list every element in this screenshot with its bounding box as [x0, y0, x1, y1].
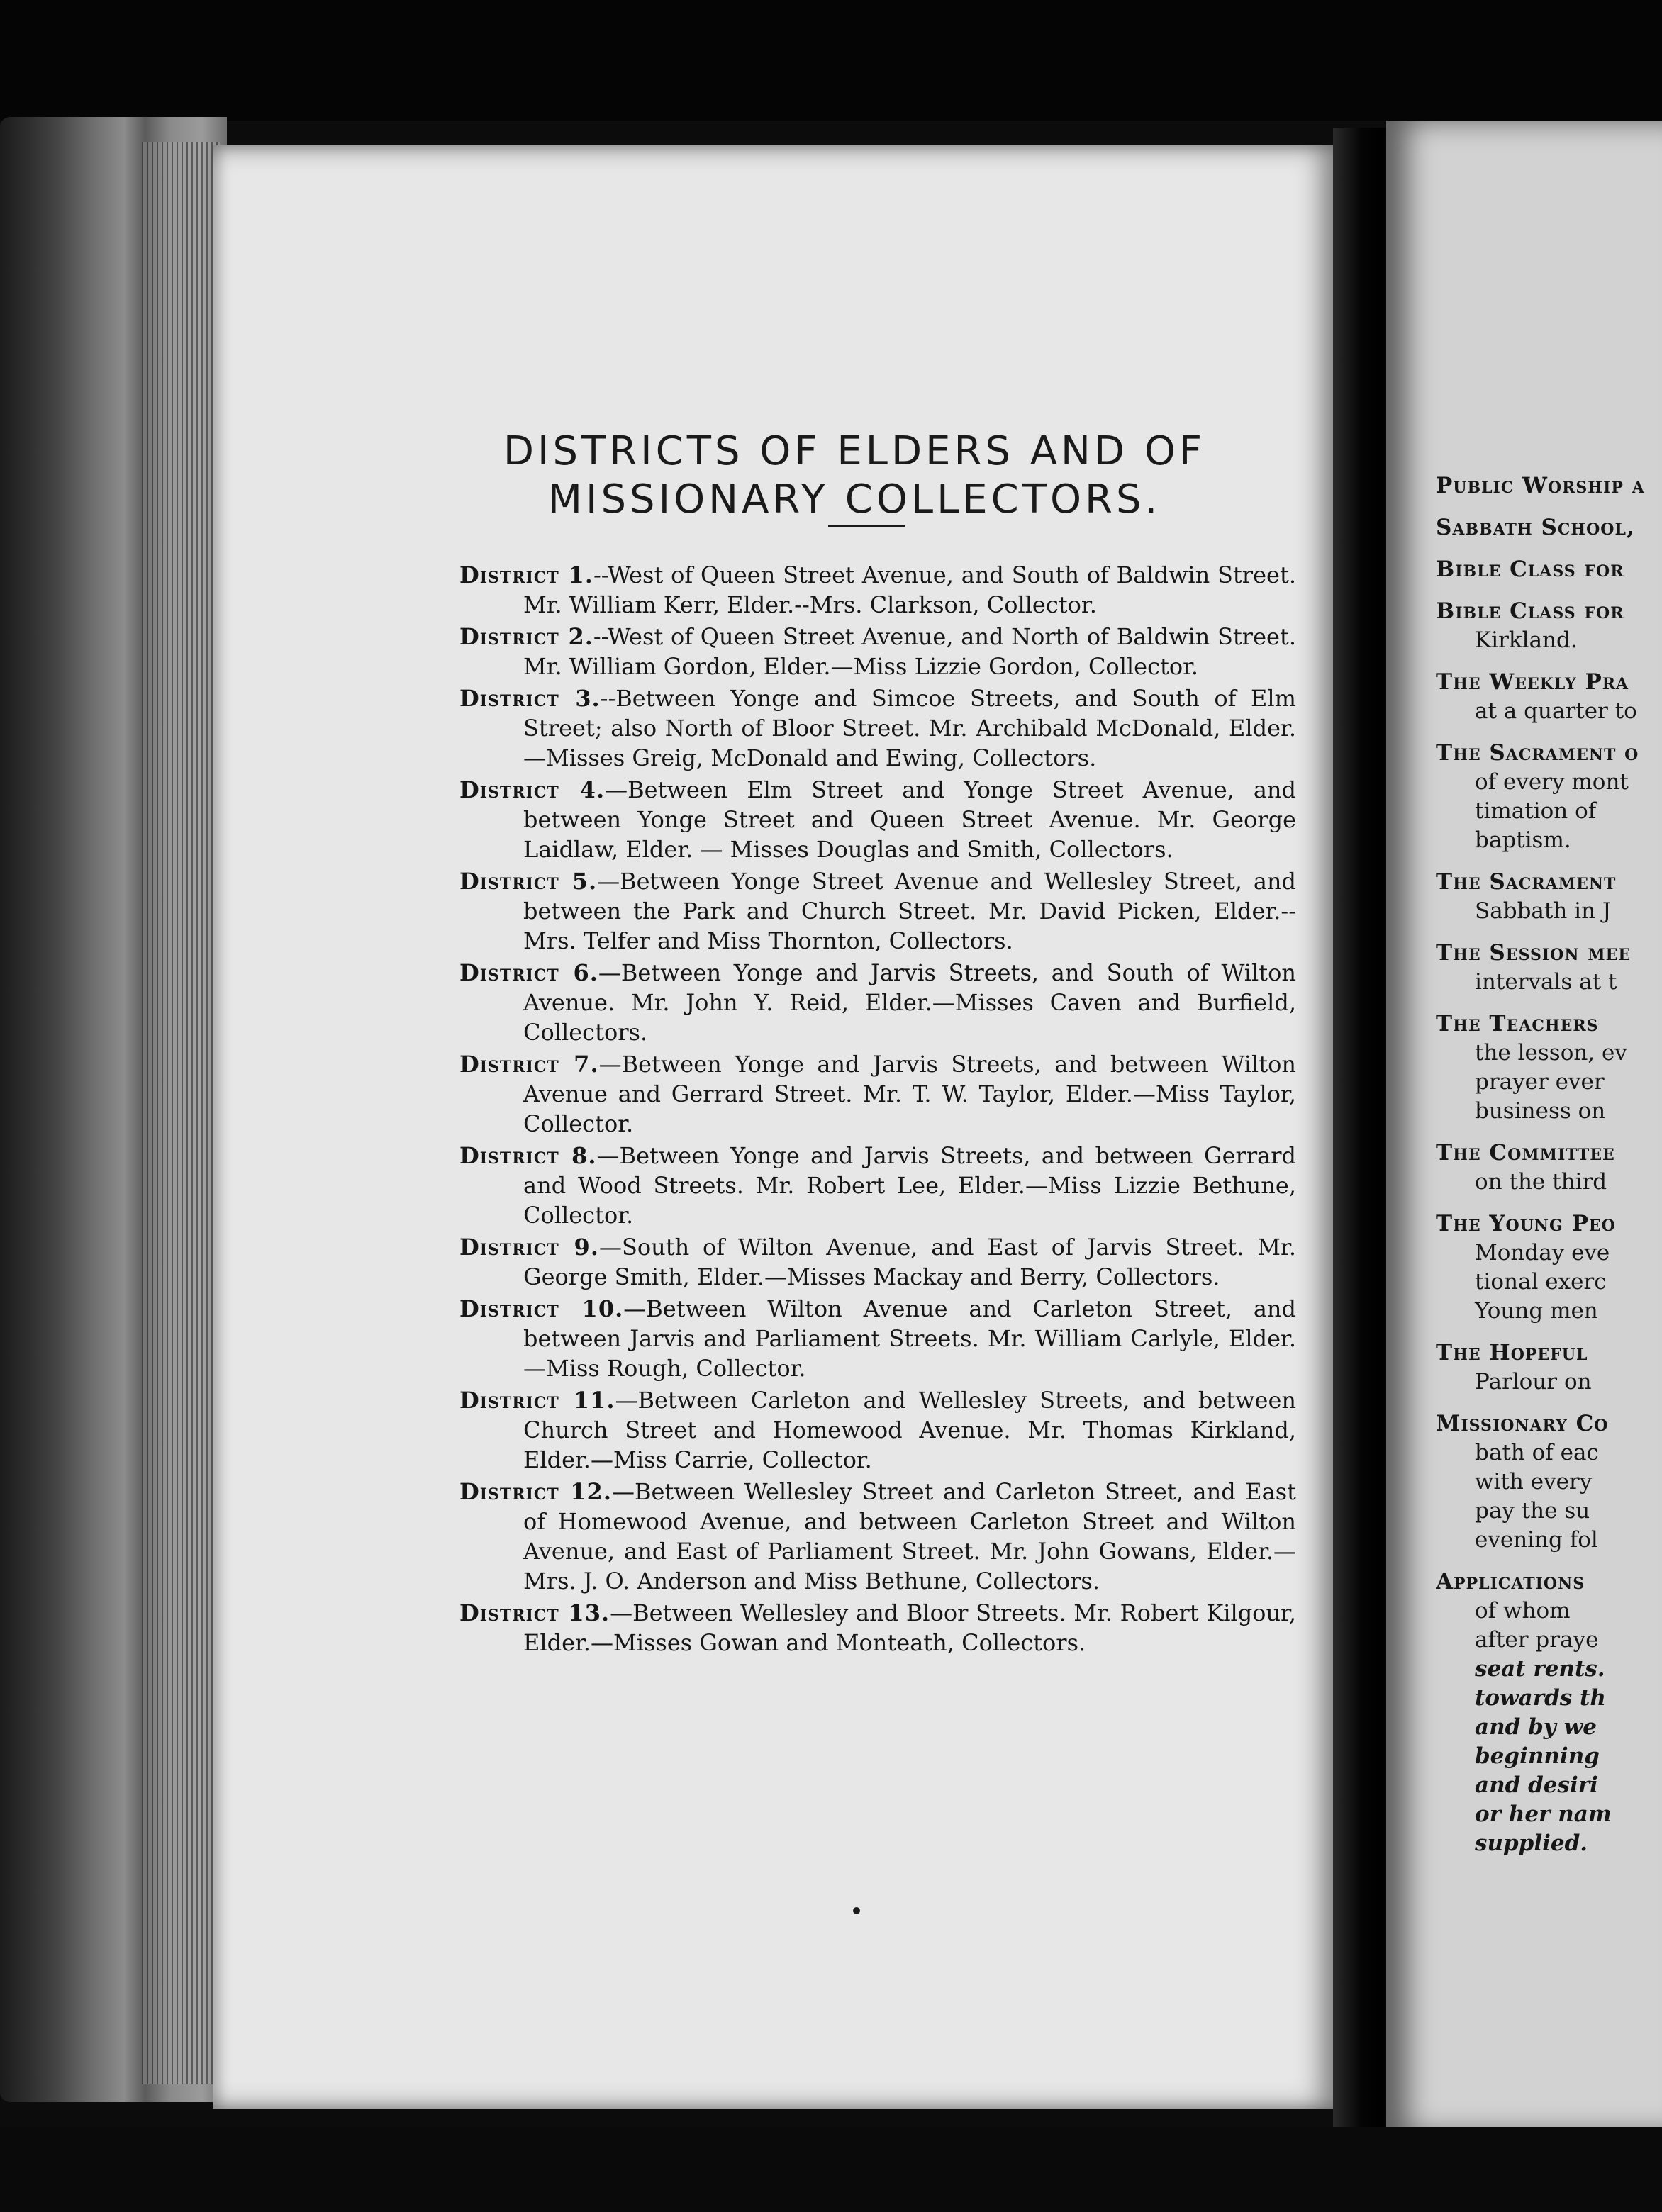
background-top: [0, 0, 1662, 121]
right-page-entry: [1436, 1409, 1662, 1555]
right-page-heading: Bible Class for: [1436, 557, 1624, 582]
right-page-heading: The Sacrament: [1436, 869, 1617, 895]
right-page-line: Sabbath in J: [1475, 898, 1612, 924]
district-entry: [459, 958, 1296, 1047]
title-divider: [828, 525, 905, 527]
district-entry: [459, 1385, 1296, 1475]
district-entry: [459, 683, 1296, 773]
right-page-line: of every mont: [1475, 769, 1629, 795]
right-page-heading: Bible Class for: [1436, 598, 1624, 624]
right-page-heading: The Young Peo: [1436, 1211, 1616, 1236]
right-page-line: with every: [1475, 1469, 1593, 1495]
right-page-italic-line: or her nam: [1475, 1802, 1612, 1827]
district-text: —Between Yonge Street Avenue and Wellesley Street, and between the Park and Church Street. Mr. David Picken, Elder.--Mrs. Telfer and Miss Thornton, Collectors.: [523, 868, 1297, 954]
district-label: District 9.: [459, 1234, 599, 1261]
right-page-entry: [1436, 939, 1662, 997]
right-page-line: Young men: [1475, 1298, 1598, 1324]
right-page-entry: [1436, 597, 1662, 655]
right-page-line: timation of: [1475, 798, 1597, 824]
right-page-line: bath of eac: [1475, 1440, 1599, 1465]
district-entry: [459, 560, 1296, 620]
district-text: --West of Queen Street Avenue, and South of Baldwin Street. Mr. William Kerr, Elder.--Mrs. Clarkson, Collector.: [523, 562, 1296, 618]
right-page-entry: [1436, 1010, 1662, 1126]
page-title-line-1: DISTRICTS OF ELDERS AND OF: [503, 428, 1206, 474]
district-label: District 8.: [459, 1142, 597, 1169]
district-text: --Between Yonge and Simcoe Streets, and South of Elm Street; also North of Bloor Street. Mr. Archibald McDonald, Elder.—Misses Greig, McDonald and Ewing, Collectors.: [523, 685, 1296, 771]
right-page-line: Parlour on: [1475, 1369, 1592, 1395]
district-entry: [459, 1141, 1296, 1230]
district-text: —Between Yonge and Jarvis Streets, and South of Wilton Avenue. Mr. John Y. Reid, Elder.—Misses Caven and Burfield, Collectors.: [523, 959, 1297, 1046]
district-label: District 11.: [459, 1387, 615, 1414]
right-page-heading: Public Worship a: [1436, 473, 1645, 498]
district-entry: [459, 1232, 1296, 1292]
right-page-entry: [1436, 1339, 1662, 1397]
district-label: District 5.: [459, 868, 598, 895]
page-edges: [142, 142, 220, 2084]
right-page-italic-line: seat rents.: [1475, 1656, 1605, 1682]
right-page-heading: Sabbath School,: [1436, 515, 1635, 540]
right-page-line: tional exerc: [1475, 1269, 1607, 1295]
district-text: —Between Wellesley Street and Carleton Street, and East of Homewood Avenue, and between Carleton Street and Wilton Avenue, and East of Parliament Street. Mr. John Gowans, Elder.—Mrs. J. O. Anderson and Miss Bethune, Collectors.: [523, 1478, 1297, 1594]
right-page-line: evening fol: [1475, 1527, 1598, 1553]
right-page-heading: Missionary Co: [1436, 1411, 1609, 1436]
right-page-entry: [1436, 739, 1662, 855]
right-page-heading: The Weekly Pra: [1436, 669, 1629, 695]
district-label: District 13.: [459, 1599, 610, 1626]
district-text: —Between Wellesley and Bloor Streets. Mr. Robert Kilgour, Elder.—Misses Gowan and Monteath, Collectors.: [523, 1599, 1297, 1656]
page-title-line-2: MISSIONARY COLLECTORS.: [547, 476, 1161, 523]
right-page-heading: The Teachers: [1436, 1011, 1599, 1037]
district-list: [459, 560, 1296, 1660]
right-page-entry: [1436, 668, 1662, 726]
district-entry: [459, 866, 1296, 956]
right-page-entry: [1436, 555, 1662, 584]
district-text: —Between Yonge and Jarvis Streets, and between Wilton Avenue and Gerrard Street. Mr. T. W. Taylor, Elder.—Miss Taylor, Collector.: [523, 1051, 1296, 1137]
right-page-line: at a quarter to: [1475, 698, 1637, 724]
right-page-list: [1436, 471, 1662, 1871]
right-page-entry: [1436, 513, 1662, 542]
district-entry: [459, 1598, 1296, 1658]
district-label: District 12.: [459, 1478, 612, 1505]
district-label: District 2.: [459, 623, 593, 650]
page-title: [411, 428, 1298, 524]
right-page-heading: The Session mee: [1436, 940, 1632, 966]
district-text: —Between Carleton and Wellesley Streets, and between Church Street and Homewood Avenue. Mr. Thomas Kirkland, Elder.—Miss Carrie, Collector.: [523, 1387, 1296, 1473]
page-dot: [853, 1907, 860, 1914]
right-page-entry: [1436, 1568, 1662, 1858]
right-page-line: Kirkland.: [1475, 627, 1578, 653]
background-bottom: [0, 2127, 1662, 2212]
right-page-entry: [1436, 1139, 1662, 1197]
right-page-heading: The Hopeful: [1436, 1340, 1588, 1365]
right-page-line: after praye: [1475, 1627, 1599, 1653]
right-page-line: Monday eve: [1475, 1240, 1610, 1266]
right-page-line: baptism.: [1475, 827, 1571, 853]
right-page-italic-line: and desiri: [1475, 1772, 1598, 1798]
right-page-heading: Applications: [1436, 1569, 1585, 1594]
right-page-italic-line: and by we: [1475, 1714, 1597, 1740]
district-text: —Between Yonge and Jarvis Streets, and between Gerrard and Wood Streets. Mr. Robert Lee, Elder.—Miss Lizzie Bethune, Collector.: [523, 1142, 1297, 1229]
right-page-line: pay the su: [1475, 1498, 1590, 1524]
district-entry: [459, 622, 1296, 681]
right-page-italic-line: beginning: [1475, 1743, 1600, 1769]
right-page-entry: [1436, 1210, 1662, 1326]
right-page-entry: [1436, 868, 1662, 926]
right-page-line: the lesson, ev: [1475, 1040, 1627, 1066]
district-text: --West of Queen Street Avenue, and North of Baldwin Street. Mr. William Gordon, Elder.—Miss Lizzie Gordon, Collector.: [523, 623, 1296, 680]
right-page-line: on the third: [1475, 1169, 1607, 1195]
right-page-line: of whom: [1475, 1598, 1571, 1624]
district-text: —South of Wilton Avenue, and East of Jarvis Street. Mr. George Smith, Elder.—Misses Mackay and Berry, Collectors.: [523, 1234, 1296, 1290]
district-label: District 4.: [459, 776, 606, 803]
right-page-line: intervals at t: [1475, 969, 1617, 995]
right-page-heading: The Sacrament o: [1436, 740, 1639, 766]
district-label: District 1.: [459, 562, 593, 588]
right-page-line: business on: [1475, 1098, 1606, 1124]
right-page-italic-line: supplied.: [1475, 1831, 1588, 1856]
right-page-italic-line: towards th: [1475, 1685, 1606, 1711]
district-entry: [459, 1477, 1296, 1596]
district-label: District 6.: [459, 959, 598, 986]
district-entry: [459, 1294, 1296, 1383]
district-label: District 10.: [459, 1295, 624, 1322]
right-page-entry: [1436, 471, 1662, 501]
district-label: District 3.: [459, 685, 601, 712]
right-page-heading: The Committee: [1436, 1140, 1615, 1166]
district-label: District 7.: [459, 1051, 599, 1078]
right-page-line: prayer ever: [1475, 1069, 1605, 1095]
district-entry: [459, 1049, 1296, 1139]
district-text: —Between Elm Street and Yonge Street Avenue, and between Yonge Street and Queen Street Avenue. Mr. George Laidlaw, Elder. — Misses Douglas and Smith, Collectors.: [523, 776, 1297, 863]
district-entry: [459, 775, 1296, 864]
district-text: —Between Wilton Avenue and Carleton Street, and between Jarvis and Parliament Streets. Mr. William Carlyle, Elder.—Miss Rough, Collector.: [523, 1295, 1296, 1382]
